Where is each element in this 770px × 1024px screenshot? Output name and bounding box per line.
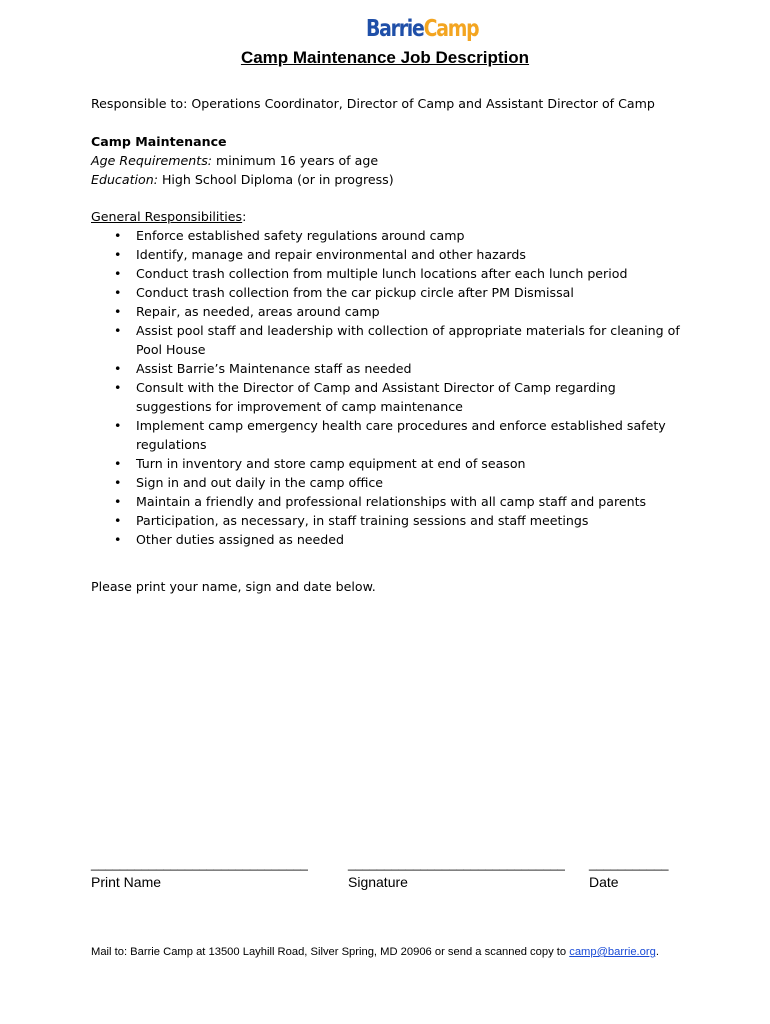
age-value: minimum 16 years of age xyxy=(212,153,379,168)
education-label: Education: xyxy=(91,172,158,187)
print-name-line[interactable]: ______________________________ xyxy=(91,856,308,871)
email-link[interactable]: camp@barrie.org xyxy=(569,946,656,958)
logo-part-barrie: Barrie xyxy=(366,16,424,42)
responsibility-item: • Other duties assigned as needed xyxy=(136,530,691,549)
responsibility-item: • Turn in inventory and store camp equipment at end of season xyxy=(136,454,691,473)
responsibility-item: • Assist Barrie’s Maintenance staff as needed xyxy=(136,359,691,378)
responsibility-item: • Repair, as needed, areas around camp xyxy=(136,302,691,321)
footer-text: Mail to: Barrie Camp at 13500 Layhill Road, Silver Spring, MD 20906 or send a scanned copy to xyxy=(91,946,570,958)
responsibility-item: • Implement camp emergency health care procedures and enforce established safety regulations xyxy=(136,416,691,454)
responsibilities-heading xyxy=(91,207,691,226)
responsibilities-heading-colon: : xyxy=(242,209,247,224)
age-label: Age Requirements: xyxy=(91,153,212,168)
responsibilities-list xyxy=(91,226,691,549)
footer xyxy=(91,946,731,958)
education-value: High School Diploma (or in progress) xyxy=(157,172,394,187)
responsibility-item: • Assist pool staff and leadership with collection of appropriate materials for cleaning of Pool House xyxy=(136,321,691,359)
responsibility-item: • Conduct trash collection from the car pickup circle after PM Dismissal xyxy=(136,283,691,302)
signature-line[interactable]: ______________________________ xyxy=(348,856,565,871)
age-requirements xyxy=(91,151,691,170)
responsibility-item: • Enforce established safety regulations around camp xyxy=(136,226,691,245)
logo-part-camp: Camp xyxy=(423,16,479,42)
responsibilities-section xyxy=(91,207,691,549)
responsibility-item: • Participation, as necessary, in staff training sessions and staff meetings xyxy=(136,511,691,530)
responsibility-item: • Consult with the Director of Camp and Assistant Director of Camp regarding suggestions for improvement of camp maintenance xyxy=(136,378,691,416)
education xyxy=(91,170,691,189)
responsible-to: Responsible to: Operations Coordinator, Director of Camp and Assistant Director of Camp xyxy=(91,96,655,111)
responsibility-item: • Conduct trash collection from multiple lunch locations after each lunch period xyxy=(136,264,691,283)
responsibility-item: • Maintain a friendly and professional relationships with all camp staff and parents xyxy=(136,492,691,511)
instruction-text: Please print your name, sign and date below. xyxy=(91,579,376,594)
date-label: Date xyxy=(589,874,619,890)
barrie-camp-logo xyxy=(366,16,478,42)
signature-label: Signature xyxy=(348,874,408,890)
responsibilities-heading-text: General Responsibilities xyxy=(91,209,243,224)
position-section xyxy=(91,132,691,189)
responsibility-item: • Sign in and out daily in the camp office xyxy=(136,473,691,492)
date-line[interactable]: ___________ xyxy=(589,856,669,871)
responsibility-item: • Identify, manage and repair environmental and other hazards xyxy=(136,245,691,264)
footer-end: . xyxy=(655,946,659,958)
page-title: Camp Maintenance Job Description xyxy=(240,48,530,67)
position-heading: Camp Maintenance xyxy=(91,134,227,149)
print-name-label: Print Name xyxy=(91,874,162,890)
